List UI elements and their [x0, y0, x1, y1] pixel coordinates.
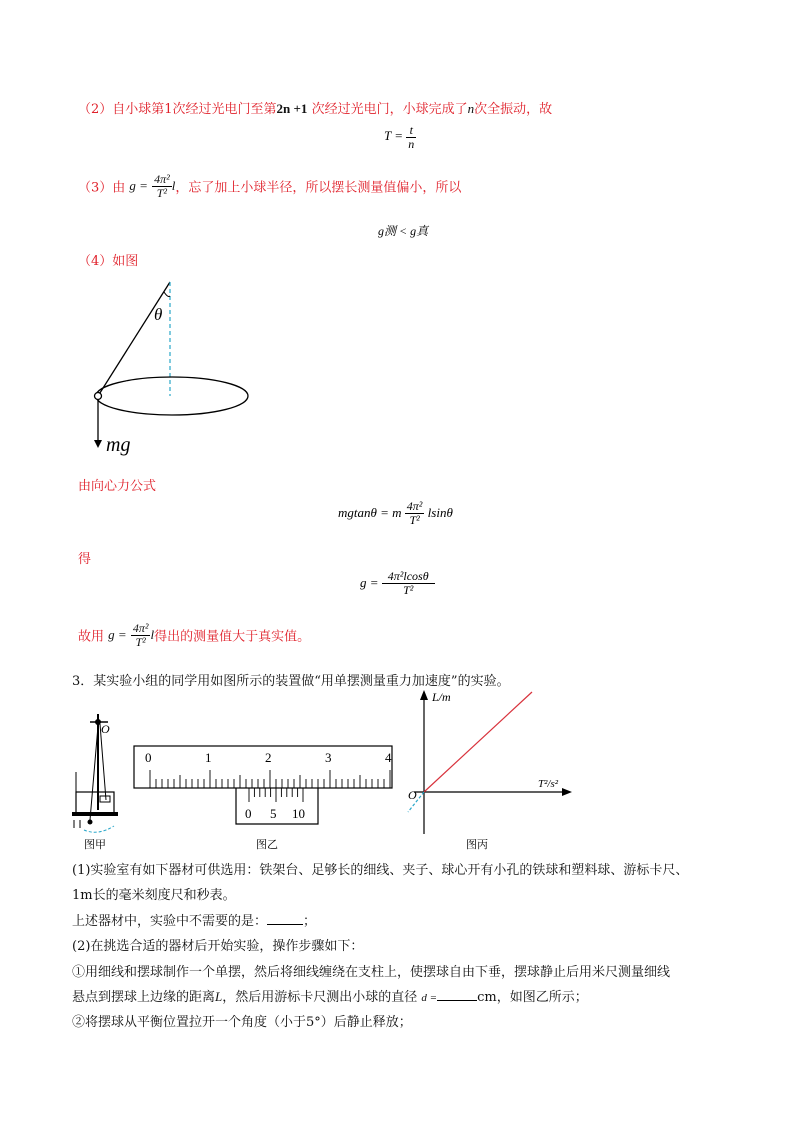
main-label-4: 4 [385, 750, 392, 765]
part3-den: T² [156, 185, 168, 200]
part2-n: n [467, 101, 475, 116]
main-label-3: 3 [325, 750, 332, 765]
concl-den: T² [135, 634, 146, 649]
centripetal-equation [338, 500, 453, 526]
part4-title: （4）如图 [78, 254, 139, 269]
q3-line6 [72, 986, 588, 1005]
x-axis-label: T²/s² [538, 778, 559, 790]
main-scale-labels [132, 750, 394, 770]
y-axis-label: L/m [432, 690, 451, 704]
main-label-1: 1 [205, 750, 212, 765]
part3-g: g = [129, 178, 148, 194]
caption-yi: 图乙 [256, 838, 278, 851]
eq2-left: g = [360, 575, 379, 591]
data-line [424, 692, 532, 792]
angle-arc [164, 292, 170, 297]
vernier-label-5: 5 [270, 806, 277, 821]
vernier-scale-ticks [249, 788, 303, 802]
vernier-labels [132, 806, 394, 824]
part2-prefix: （2）自小球第1次经过光电门至第 [78, 102, 277, 117]
part3-num: 4π² [154, 172, 170, 186]
eq-num: t [406, 124, 416, 138]
vernier-label-0: 0 [245, 806, 252, 821]
x-axis-arrow [562, 788, 572, 796]
l-t2-graph [400, 688, 575, 836]
part3-prefix: （3）由 [78, 180, 126, 196]
q3-line6-a: 悬点到摆球上边缘的距离 [72, 990, 216, 1005]
q3-line1: (1)实验室有如下器材可供选用：铁架台、足够长的细线、夹子、球心开有小孔的铁球和塑料球、游标卡尺、 [72, 863, 689, 878]
gravity-arrowhead [94, 440, 102, 448]
g-equation [360, 570, 435, 596]
concl-num: 4π² [132, 621, 149, 635]
part2-equation [384, 124, 416, 150]
eq1-left: mgtanθ = m [338, 505, 402, 521]
concl-l: l [150, 627, 155, 643]
part2-suffix: 次全振动，故 [474, 102, 553, 117]
eq1-den: T² [409, 512, 420, 527]
q3-line5: ①用细线和摆球制作一个单摆，然后将细线缠绕在支柱上，使摆球自由下垂，摆球静止后用米尺测量细线 [72, 965, 671, 980]
part3-l: l [171, 178, 176, 194]
eq1-right: lsinθ [427, 505, 453, 521]
conclusion-line [78, 622, 310, 648]
q3-line6-c: cm，如图乙所示； [477, 990, 588, 1005]
centripetal-text: 由向心力公式 [78, 479, 157, 494]
part2-line [78, 98, 552, 117]
caption-jia: 图甲 [84, 838, 106, 851]
pendulum-bob [95, 393, 102, 400]
part3-line [78, 173, 461, 199]
main-label-2: 2 [265, 750, 272, 765]
concl-prefix: 故用 [78, 629, 105, 645]
apparatus-figure [70, 712, 125, 837]
main-scale-ticks [150, 770, 390, 788]
part3-inequality: g测 < g真 [378, 224, 429, 238]
q3-line7: ②将摆球从平衡位置拉开一个角度（小于5°）后静止释放； [72, 1015, 412, 1030]
eq-den: n [408, 136, 415, 151]
q3-line2: 1m长的毫米刻度尺和秒表。 [72, 888, 236, 903]
pendulum-o-label: O [101, 722, 110, 736]
part2-expr: 2n +1 [276, 101, 308, 116]
q3-line6-L: L [215, 989, 223, 1004]
part2-mid: 次经过光电门，小球完成了 [311, 102, 468, 117]
de-text: 得 [78, 552, 92, 567]
eq2-num: 4π²lcosθ [382, 570, 435, 584]
q3-line4: (2)在挑选合适的器材后开始实验，操作步骤如下： [72, 939, 364, 954]
main-label-0: 0 [145, 750, 152, 765]
eq-lhs: T = [384, 128, 404, 144]
mg-label: mg [106, 434, 131, 456]
caption-bing: 图丙 [466, 838, 488, 851]
q3-line3-end: ； [303, 914, 317, 929]
y-axis-arrow [420, 690, 428, 700]
origin-label: O [408, 788, 417, 802]
eq1-num: 4π² [406, 499, 423, 513]
q3-stem: 3．某实验小组的同学用如图所示的装置做“用单摆测量重力加速度”的实验。 [72, 674, 510, 689]
eq2-den: T² [403, 582, 414, 597]
concl-suffix: 得出的测量值大于真实值。 [154, 629, 311, 645]
q3-line6-b: ，然后用游标卡尺测出小球的直径 [222, 990, 418, 1005]
answer-blank-2[interactable] [437, 988, 477, 1001]
concl-g: g = [108, 627, 127, 643]
theta-label: θ [154, 305, 163, 324]
vernier-label-10: 10 [292, 806, 305, 821]
part3-suffix: ，忘了加上小球半径，所以摆长测量值偏小，所以 [175, 180, 462, 196]
circular-path [96, 377, 248, 415]
q3-line3-text: 上述器材中，实验中不需要的是： [72, 914, 268, 929]
q3-line6-d: d = [421, 992, 438, 1004]
q3-line3 [72, 910, 316, 929]
answer-blank-1[interactable] [267, 912, 303, 925]
